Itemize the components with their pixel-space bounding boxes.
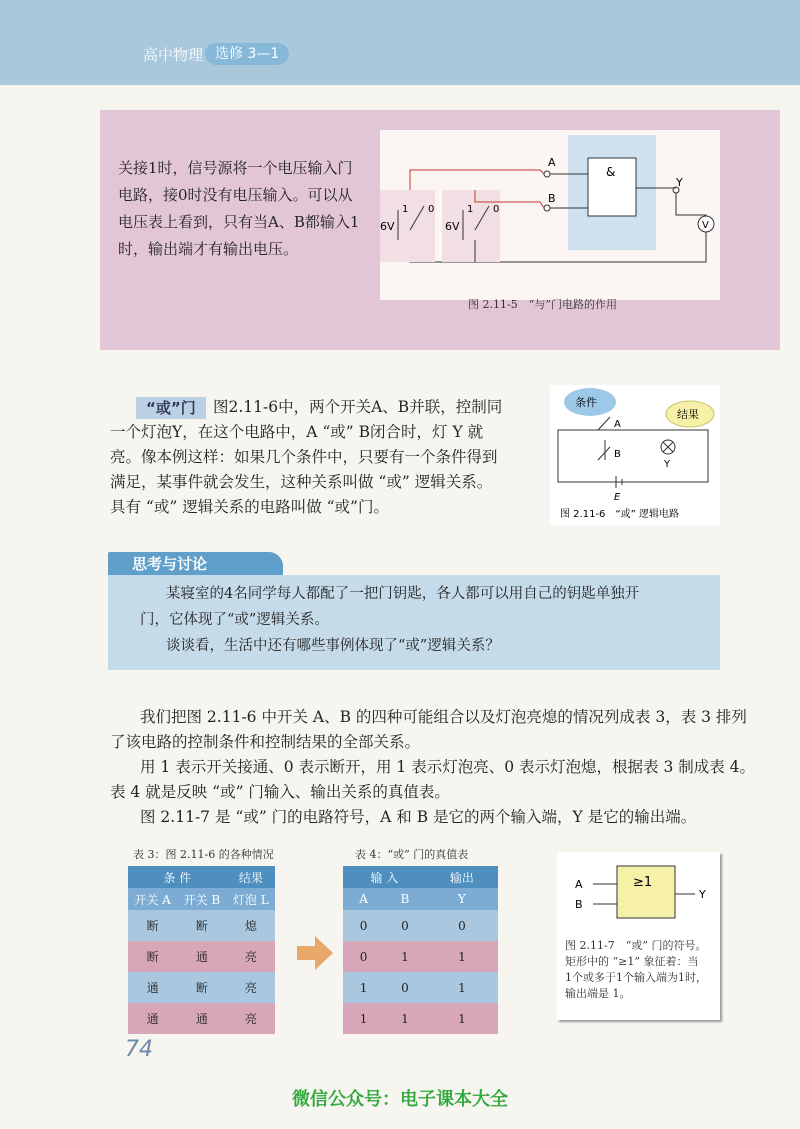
think-discuss-tab	[108, 552, 283, 577]
page-number: 74	[125, 1037, 153, 1062]
para-a2: 了该电路的控制条件和控制结果的全部关系。	[110, 733, 421, 751]
fig7-caption-line: 图 2.11-7 “或” 门的符号。	[565, 939, 707, 952]
switch-b-lever	[598, 447, 610, 460]
table3-cell: 通	[128, 972, 177, 1003]
table4-group-input: 输 入	[343, 866, 426, 888]
subject-title: 高中物理	[143, 46, 204, 64]
switch-b-label: B	[614, 449, 621, 460]
fig7-caption-line: 输出端是 1。	[565, 987, 631, 1000]
think-p1a: 某寝室的4名同学每人都配了一把门钥匙，各人都可以用自己的钥匙单独开	[166, 586, 640, 602]
or-output-label: Y	[699, 888, 706, 901]
table4-cell: 1	[343, 972, 384, 1003]
table4-group-output: 输出	[426, 866, 498, 888]
table3-cell: 熄	[227, 910, 275, 941]
table4-cell: 1	[426, 941, 498, 972]
table3-cell: 断	[128, 910, 177, 941]
table4-cell: 1	[426, 1003, 498, 1034]
fig-2-11-7	[557, 852, 720, 1020]
switch-a-one: 1	[402, 204, 409, 215]
table4-cell: 1	[343, 1003, 384, 1034]
or-gate-symbol: ≥1	[633, 875, 653, 890]
table4	[343, 866, 498, 1034]
or-line-1: 图2.11-6中，两个开关A、B并联，控制同	[213, 398, 503, 416]
table3-cell: 亮	[227, 1003, 275, 1034]
battery-b-label: 6V	[445, 220, 460, 233]
table3-h-b: 开关 B	[177, 888, 226, 910]
table3	[128, 866, 275, 1034]
or-line-4: 满足，某事件就会发生，这种关系叫做 “或” 逻辑关系。	[110, 473, 493, 491]
and-symbol: &	[606, 165, 616, 179]
table3-group-result: 结果	[227, 866, 275, 888]
switch-a-zero: 0	[428, 204, 435, 215]
table4-cell: 0	[384, 972, 426, 1003]
fig7-caption-line: 矩形中的 “≥1” 象征着：当	[565, 955, 699, 968]
table3-h-l: 灯泡 L	[227, 888, 275, 910]
page-header	[0, 0, 800, 85]
or-input-b-label: B	[575, 898, 583, 911]
input-a-node	[544, 171, 550, 177]
switch-a-lever	[598, 417, 610, 430]
or-gate-rect	[617, 866, 675, 918]
table3-cell: 通	[177, 941, 226, 972]
or-circuit-diagram	[550, 385, 720, 525]
or-line-5: 具有 “或” 逻辑关系的电路叫做 “或”门。	[110, 498, 389, 516]
table3-h-a: 开关 A	[128, 888, 177, 910]
table3-caption: 表 3：图 2.11-6 的各种情况	[133, 848, 274, 861]
table4-cell: 0	[343, 941, 384, 972]
condition-label: 条件	[575, 396, 597, 409]
switch-a-label: A	[614, 419, 621, 430]
or-input-a-label: A	[575, 878, 583, 891]
fig7-caption-line: 1个或多于1个输入端为1时，	[565, 971, 707, 984]
para-a1: 我们把图 2.11-6 中开关 A、B 的四种可能组合以及灯泡亮熄的情况列成表 3，表 3 排列	[140, 708, 747, 726]
and-gate-circuit-diagram	[380, 130, 720, 300]
table4-h-a: A	[343, 888, 384, 910]
switch-b-zero: 0	[493, 204, 500, 215]
wire-a-signal	[410, 170, 544, 190]
table4-cell: 0	[384, 910, 426, 941]
voltmeter-label: V	[702, 220, 709, 231]
think-discuss-title: 思考与讨论	[132, 555, 208, 573]
battery-a-label: 6V	[380, 220, 395, 233]
and-gate-text: 关接1时，信号源将一个电压输入门电路，接0时没有电压输入。可以从电压表上看到，只有当A、B都输入1时，输出端才有输出电压。	[118, 159, 360, 258]
table3-cell: 通	[128, 1003, 177, 1034]
table4-cell: 1	[384, 1003, 426, 1034]
or-circuit-loop	[558, 430, 708, 482]
or-gate-symbol-diagram	[557, 852, 720, 932]
output-y-label: Y	[676, 176, 683, 189]
or-line-2: 一个灯泡Y，在这个电路中，A “或” B闭合时，灯 Y 就	[110, 423, 484, 441]
think-p2: 谈谈看，生活中还有哪些事例体现了“或”逻辑关系？	[166, 638, 500, 654]
book-badge: 选修 3—1	[205, 43, 289, 65]
table3-cell: 亮	[227, 941, 275, 972]
para-b1: 用 1 表示开关接通、0 表示断开，用 1 表示灯泡亮、0 表示灯泡熄，根据表 3 制成表 4。	[140, 758, 756, 776]
or-line-3: 亮。像本例这样：如果几个条件中，只要有一个条件得到	[110, 448, 498, 466]
table4-caption: 表 4：“或” 门的真值表	[355, 848, 469, 861]
input-b-label: B	[548, 192, 556, 205]
right-arrow-icon	[297, 936, 333, 974]
table4-cell: 1	[384, 941, 426, 972]
switch-b-one: 1	[467, 204, 474, 215]
think-discuss-box	[108, 575, 720, 670]
fig7-caption	[565, 938, 707, 1002]
and-gate-figure	[380, 130, 720, 300]
para-b2: 表 4 就是反映 “或” 门输入、输出关系的真值表。	[110, 783, 450, 801]
para-c1: 图 2.11-7 是 “或” 门的电路符号，A 和 B 是它的两个输入端，Y 是它的输出端。	[140, 808, 697, 826]
table4-cell: 1	[426, 972, 498, 1003]
result-label: 结果	[677, 408, 699, 421]
table4-h-b: B	[384, 888, 426, 910]
think-p1b: 门，它体现了“或”逻辑关系。	[140, 612, 329, 628]
table4-h-y: Y	[426, 888, 498, 910]
input-a-label: A	[548, 156, 556, 169]
table3-cell: 断	[177, 972, 226, 1003]
fig-2-11-6	[550, 385, 720, 525]
input-b-node	[544, 205, 550, 211]
footer-watermark: 微信公众号：电子课本大全	[292, 1089, 508, 1110]
table4-cell: 0	[343, 910, 384, 941]
fig6-caption: 图 2.11-6 “或” 逻辑电路	[560, 509, 679, 520]
table3-cell: 断	[128, 941, 177, 972]
table3-group-condition: 条 件	[128, 866, 227, 888]
fig-2-11-5-caption: 图 2.11-5 “与”门电路的作用	[468, 298, 617, 311]
table3-cell: 通	[177, 1003, 226, 1034]
battery-label: E	[614, 492, 621, 503]
or-gate-heading: “或”门	[136, 397, 206, 419]
table3-cell: 亮	[227, 972, 275, 1003]
table4-cell: 0	[426, 910, 498, 941]
table3-cell: 断	[177, 910, 226, 941]
lamp-label: Y	[664, 459, 671, 470]
